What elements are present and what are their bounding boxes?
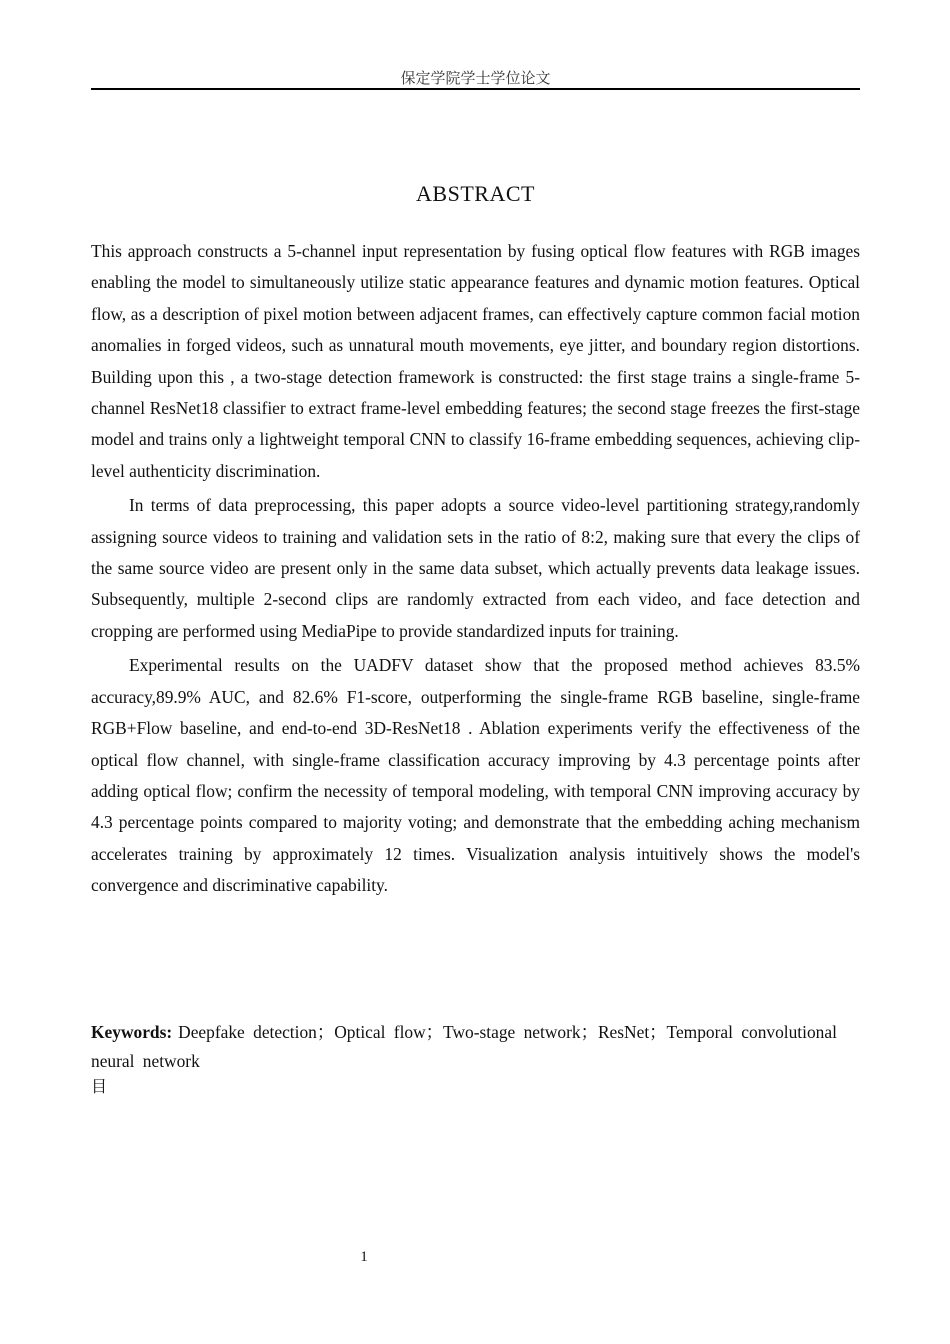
running-header: 保定学院学士学位论文 bbox=[400, 69, 551, 87]
header-rule bbox=[91, 88, 860, 90]
keywords-text: Deepfake detection；Optical flow；Two-stage network；ResNet；Temporal convolutional neural network bbox=[91, 1022, 837, 1071]
stray-character: 目 bbox=[91, 1077, 108, 1096]
keywords-label: Keywords: bbox=[91, 1022, 173, 1042]
abstract-paragraph-1: This approach constructs a 5-channel input representation by fusing optical flow features with RGB images enabling the model to simultaneously utilize static appearance features and dynamic motion features. Optical flow, as a description of pixel motion between adjacent frames, can effectively capture common facial motion anomalies in forged videos, such as unnatural mouth movements, eye jitter, and boundary region distortions. Building upon this , a two-stage detection framework is constructed: the first stage trains a single-frame 5-channel ResNet18 classifier to extract frame-level embedding features; the second stage freezes the first-stage model and trains only a lightweight temporal CNN to classify 16-frame embedding sequences, achieving clip-level authenticity discrimination. bbox=[91, 241, 860, 481]
keywords bbox=[91, 1018, 851, 1076]
abstract-paragraph-2: In terms of data preprocessing, this paper adopts a source video-level partitioning strategy,randomly assigning source videos to training and validation sets in the ratio of 8:2, making sure that every the clips of the same source video are present only in the same data subset, which actually prevents data leakage issues. Subsequently, multiple 2-second clips are randomly extracted from each video, and face detection and cropping are performed using MediaPipe to provide standardized inputs for training. bbox=[91, 495, 860, 641]
abstract-paragraph-3: Experimental results on the UADFV dataset show that the proposed method achieves 83.5% accuracy,89.9% AUC, and 82.6% F1-score, outperforming the single-frame RGB baseline, single-frame RGB+Flow baseline, and end-to-end 3D-ResNet18 . Ablation experiments verify the effectiveness of the optical flow channel, with single-frame classification accuracy improving by 4.3 percentage points after adding optical flow; confirm the necessity of temporal modeling, with temporal CNN improving accuracy by 4.3 percentage points compared to majority voting; and demonstrate that the embedding aching mechanism accelerates training by approximately 12 times. Visualization analysis intuitively shows the model's convergence and discriminative capability. bbox=[91, 655, 860, 896]
abstract-body bbox=[91, 236, 860, 902]
abstract-title: ABSTRACT bbox=[416, 181, 535, 206]
page-number: 1 bbox=[360, 1249, 368, 1265]
